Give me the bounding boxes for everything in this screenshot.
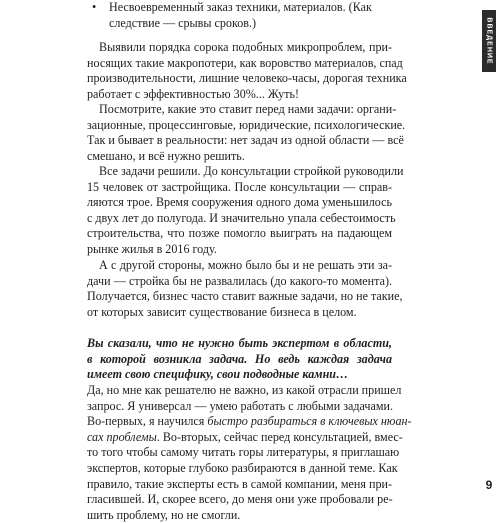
answer-line: гласившей. И, скорее всего, до меня они уже пробовали ре-: [87, 492, 393, 507]
paragraph-line: Все задачи решили. До консультации стройкой руководили: [99, 164, 404, 178]
paragraph-line: дачи — стройка бы не развалилась (до какого-то момента).: [87, 273, 392, 288]
answer-line: запрос. Я универсал — умею работать с любыми задачами.: [87, 398, 393, 413]
answer-line: правило, такие эксперты есть в самой компании, меня при-: [87, 476, 392, 491]
paragraph-line: Получается, бизнес часто ставит важные задачи, но не такие,: [87, 289, 403, 304]
paragraph-line: от которых зависит существование бизнеса в целом.: [87, 304, 357, 319]
paragraph-line: Так и бывает в реальности: нет задач из одной области — всё: [87, 133, 404, 148]
interview-answer: [87, 383, 412, 523]
paragraph-line: строительства, что позже помогло выиграть на падающем: [87, 226, 392, 241]
answer-line: [87, 429, 403, 446]
paragraph-line: 15 человек от застройщика. После консультации — справ-: [87, 179, 392, 194]
question-line: Вы сказали, что не нужно быть экспертом в области,: [87, 336, 392, 350]
answer-text: . Во-вторых, сейчас перед консультацией, вмес-: [156, 429, 403, 444]
question-line: имеет свою специфику, свои подводные камни…: [87, 367, 349, 382]
paragraph-line: А с другой стороны, можно было бы и не решать эти за-: [99, 258, 392, 272]
paragraph-line: производительности, лишние человеко-часы, дорогая техника: [87, 71, 407, 86]
section-tab-label: ВВЕДЕНИЕ: [485, 17, 493, 65]
bullet-item: [87, 0, 392, 31]
answer-line: шить проблему, но не смогли.: [87, 507, 241, 522]
paragraph: [87, 40, 407, 102]
paragraph-line: ляются трое. Время сооружения одного дома уменьшилось: [87, 195, 392, 210]
bullet-marker: •: [92, 0, 97, 14]
section-tab: [482, 10, 496, 72]
question-line: в которой возникла задача. Но ведь каждая задача: [87, 351, 392, 366]
paragraph: [87, 102, 406, 164]
answer-emphasis: быстро разбираться в ключевых нюан-: [207, 414, 412, 429]
paragraph: [87, 258, 403, 320]
paragraph-line: рынке жилья в 2016 году.: [87, 241, 217, 256]
paragraph-line: смешано, и всё нужно решить.: [87, 148, 245, 163]
paragraph-line: зационные, процессинговые, юридические, психологические.: [87, 117, 406, 132]
answer-line: экспертов, которые глубоко разбираются в данной теме. Как: [87, 460, 398, 475]
interview-question: [87, 336, 392, 383]
answer-line: Да, но мне как решателю не важно, из какой отрасли пришел: [87, 383, 402, 397]
bullet-text-line: Несвоевременный заказ техники, материалов. (Как: [109, 0, 372, 14]
paragraph: [87, 164, 404, 258]
page-number: 9: [485, 478, 493, 492]
answer-line: [87, 414, 412, 430]
paragraph-line: носящих такие макропотери, как воровство материалов, спад: [87, 55, 403, 70]
paragraph-line: Выявили порядка сорока подобных микропроблем, при-: [99, 40, 392, 54]
answer-emphasis: сах проблемы: [87, 429, 157, 444]
bullet-text-line: следствие — срывы сроков.): [109, 15, 257, 30]
paragraph-line: Посмотрите, какие это ставит перед нами задачи: органи-: [99, 102, 397, 116]
paragraph-line: с двух лет до полугода. И значительно упала себестоимость: [87, 210, 396, 225]
paragraph-line: работает с эффективностью 30%... Жуть!: [87, 86, 300, 101]
answer-line: то того чтобы самому читать горы литературы, я приглашаю: [87, 445, 400, 460]
answer-text: Во-первых, я научился: [87, 414, 208, 429]
